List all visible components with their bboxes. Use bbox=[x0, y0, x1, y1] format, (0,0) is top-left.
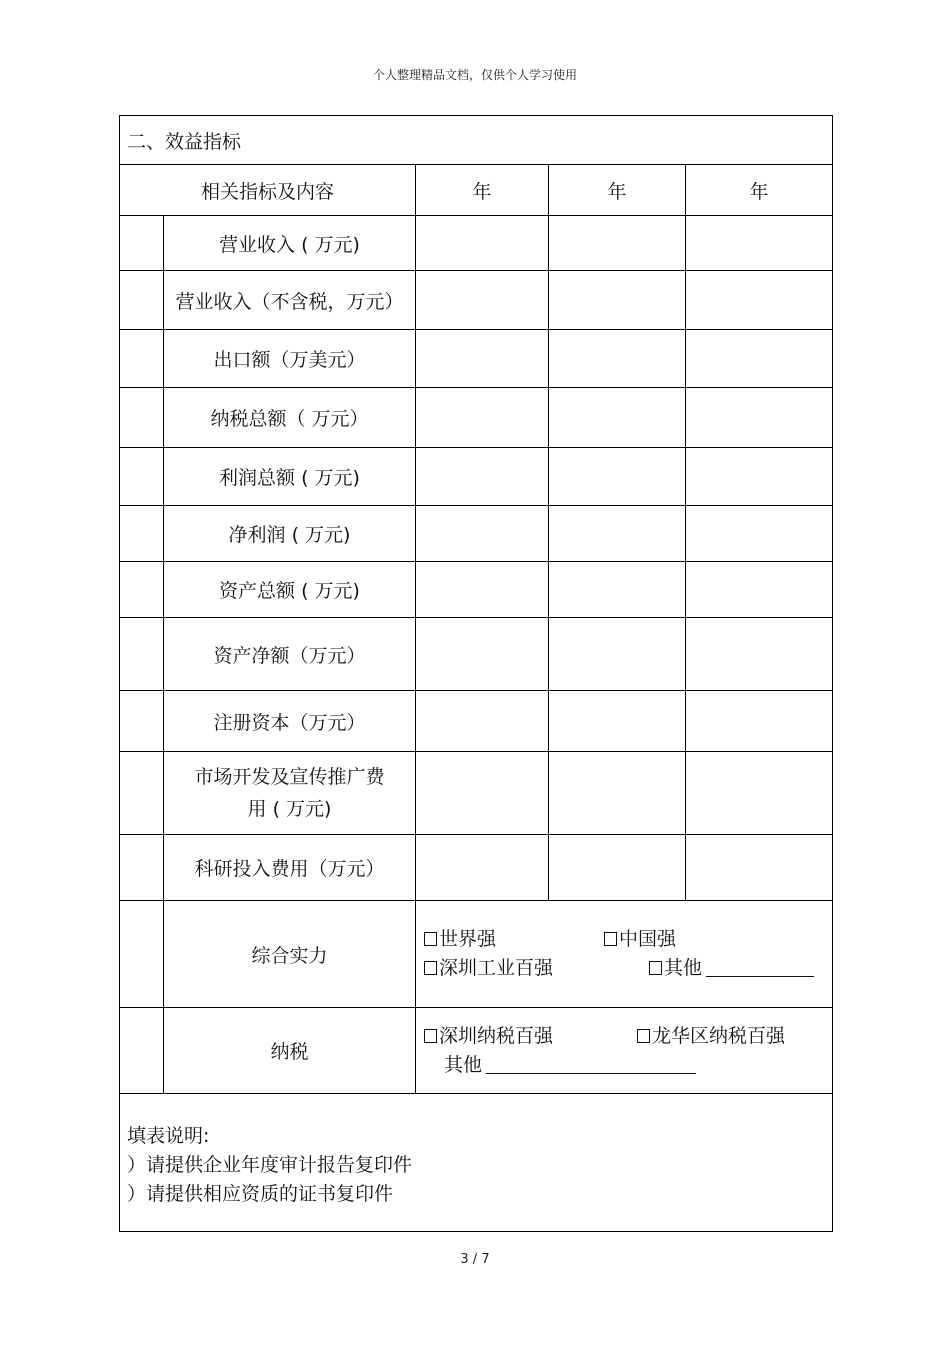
value-cell[interactable] bbox=[416, 271, 549, 330]
table-row bbox=[120, 271, 833, 330]
tax-row bbox=[120, 1008, 833, 1094]
indicator-column-header: 相关指标及内容 bbox=[120, 165, 416, 216]
row-label-total-tax: 纳税总额（ 万元） bbox=[164, 388, 416, 448]
year-header-2: 年 bbox=[549, 165, 686, 216]
notes bbox=[120, 1094, 833, 1232]
option-longhua-tax-top100[interactable]: 龙华区纳税百强 bbox=[637, 1022, 785, 1051]
value-cell[interactable] bbox=[416, 506, 549, 562]
row-label-revenue: 营业收入 ( 万元) bbox=[164, 216, 416, 271]
value-cell[interactable] bbox=[549, 506, 686, 562]
value-cell[interactable] bbox=[686, 330, 833, 388]
strength-row bbox=[120, 901, 833, 1008]
value-cell[interactable] bbox=[416, 448, 549, 506]
column-header-row bbox=[120, 165, 833, 216]
value-cell[interactable] bbox=[416, 562, 549, 618]
value-cell[interactable] bbox=[416, 216, 549, 271]
tax-options bbox=[416, 1008, 833, 1094]
table-row bbox=[120, 388, 833, 448]
value-cell[interactable] bbox=[686, 835, 833, 901]
page-number: 3 / 7 bbox=[460, 1252, 490, 1267]
notes-title: 填表说明: bbox=[127, 1125, 210, 1147]
value-cell[interactable] bbox=[549, 388, 686, 448]
value-cell[interactable] bbox=[416, 618, 549, 691]
value-cell[interactable] bbox=[549, 271, 686, 330]
value-cell[interactable] bbox=[686, 506, 833, 562]
section-title-row bbox=[120, 116, 833, 165]
checkbox-icon[interactable] bbox=[424, 1029, 437, 1043]
year-header-1: 年 bbox=[416, 165, 549, 216]
value-cell[interactable] bbox=[686, 562, 833, 618]
tax-other-input[interactable] bbox=[486, 1056, 696, 1074]
value-cell[interactable] bbox=[549, 691, 686, 752]
row-label-net-profit: 净利润 ( 万元) bbox=[164, 506, 416, 562]
row-label-rnd: 科研投入费用（万元） bbox=[164, 835, 416, 901]
checkbox-icon[interactable] bbox=[649, 961, 662, 975]
option-strength-other[interactable]: 其他 bbox=[649, 954, 814, 983]
table-row bbox=[120, 562, 833, 618]
value-cell[interactable] bbox=[549, 448, 686, 506]
tax-label: 纳税 bbox=[164, 1008, 416, 1094]
row-label-net-assets: 资产净额（万元） bbox=[164, 618, 416, 691]
row-label-total-profit: 利润总额 ( 万元) bbox=[164, 448, 416, 506]
table-row bbox=[120, 330, 833, 388]
value-cell[interactable] bbox=[549, 330, 686, 388]
checkbox-icon[interactable] bbox=[604, 932, 617, 946]
section-title: 二、效益指标 bbox=[120, 116, 833, 165]
checkbox-icon[interactable] bbox=[424, 932, 437, 946]
option-shenzhen-industry-top100[interactable]: 深圳工业百强 bbox=[424, 954, 649, 983]
value-cell[interactable] bbox=[416, 330, 549, 388]
notes-item-certificates: ）请提供相应资质的证书复印件 bbox=[127, 1183, 394, 1205]
table-row bbox=[120, 216, 833, 271]
value-cell[interactable] bbox=[416, 752, 549, 835]
row-label-revenue-ex-tax: 营业收入（不含税，万元） bbox=[164, 271, 416, 330]
value-cell[interactable] bbox=[686, 448, 833, 506]
checkbox-icon[interactable] bbox=[637, 1029, 650, 1043]
table-row bbox=[120, 752, 833, 835]
row-label-marketing: 市场开发及宣传推广费用 ( 万元) bbox=[164, 752, 416, 835]
option-shenzhen-tax-top100[interactable]: 深圳纳税百强 bbox=[424, 1022, 637, 1051]
value-cell[interactable] bbox=[416, 388, 549, 448]
page-header: 个人整理精品文档，仅供个人学习使用 bbox=[372, 68, 577, 82]
tax-other-label: 其他 bbox=[444, 1053, 483, 1076]
row-label-total-assets: 资产总额 ( 万元) bbox=[164, 562, 416, 618]
option-world-strong[interactable]: 世界强 bbox=[424, 925, 604, 954]
row-label-registered-capital: 注册资本（万元） bbox=[164, 691, 416, 752]
checkbox-icon[interactable] bbox=[424, 961, 437, 975]
notes-row bbox=[120, 1094, 833, 1232]
value-cell[interactable] bbox=[686, 618, 833, 691]
table-row bbox=[120, 691, 833, 752]
row-label-export: 出口额（万美元） bbox=[164, 330, 416, 388]
value-cell[interactable] bbox=[686, 388, 833, 448]
table-row bbox=[120, 506, 833, 562]
option-china-strong[interactable]: 中国强 bbox=[604, 925, 676, 954]
value-cell[interactable] bbox=[549, 835, 686, 901]
table-row bbox=[120, 835, 833, 901]
value-cell[interactable] bbox=[416, 691, 549, 752]
value-cell[interactable] bbox=[686, 752, 833, 835]
value-cell[interactable] bbox=[549, 618, 686, 691]
value-cell[interactable] bbox=[549, 752, 686, 835]
year-header-3: 年 bbox=[686, 165, 833, 216]
value-cell[interactable] bbox=[686, 691, 833, 752]
value-cell[interactable] bbox=[549, 216, 686, 271]
table-row bbox=[120, 618, 833, 691]
value-cell[interactable] bbox=[549, 562, 686, 618]
value-cell[interactable] bbox=[686, 216, 833, 271]
strength-options bbox=[416, 901, 833, 1008]
value-cell[interactable] bbox=[686, 271, 833, 330]
table-row bbox=[120, 448, 833, 506]
value-cell[interactable] bbox=[416, 835, 549, 901]
benefit-indicators-table bbox=[119, 115, 833, 1232]
notes-item-audit-report: ）请提供企业年度审计报告复印件 bbox=[127, 1154, 413, 1176]
strength-other-input[interactable] bbox=[706, 959, 814, 977]
strength-label: 综合实力 bbox=[164, 901, 416, 1008]
